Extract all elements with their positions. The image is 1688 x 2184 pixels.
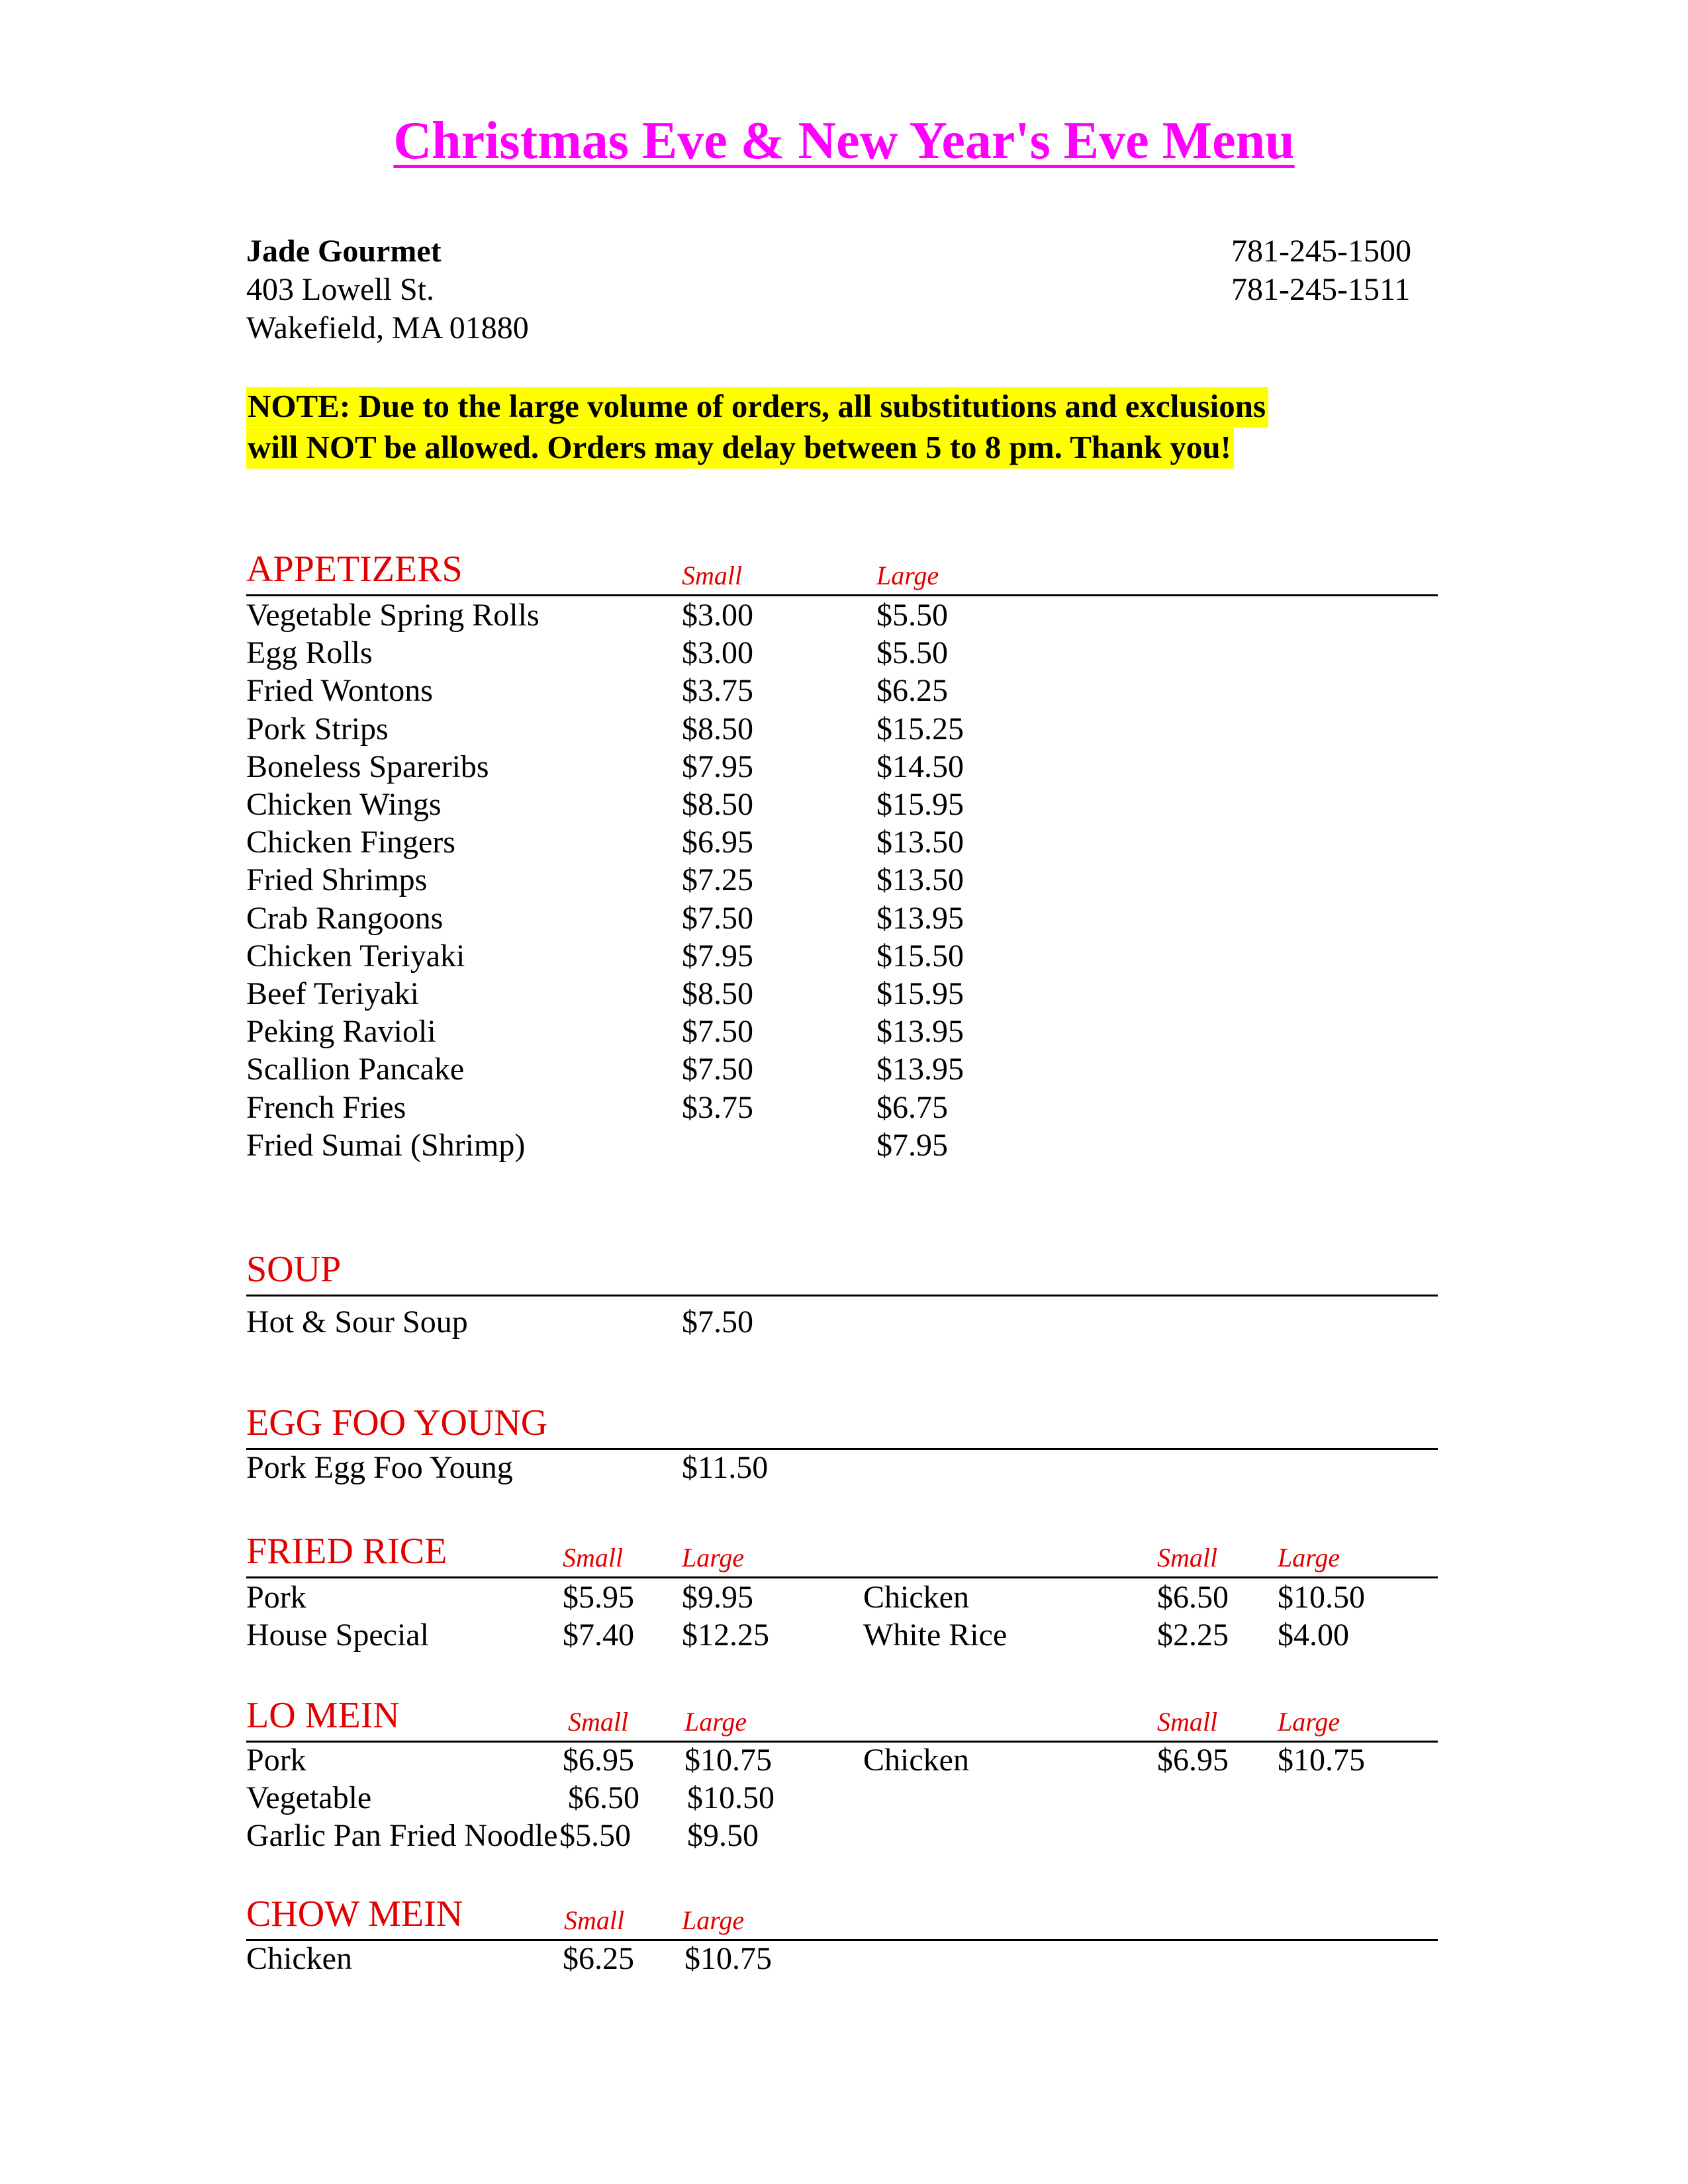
restaurant-address-line2: Wakefield, MA 01880 [246, 310, 529, 345]
menu-item-name: Egg Rolls [246, 635, 373, 670]
menu-item-large-price: $13.95 [876, 1014, 964, 1049]
menu-item-small-price: $6.95 [563, 1743, 634, 1778]
menu-item-name: Chicken Fingers [246, 825, 455, 860]
chow-mein-heading: CHOW MEIN [246, 1893, 463, 1934]
soup-divider [246, 1295, 1438, 1297]
menu-item-name: Garlic Pan Fried Noodle [246, 1818, 558, 1853]
menu-item-small-price: $5.50 [559, 1818, 631, 1853]
menu-item-name: Scallion Pancake [246, 1052, 465, 1087]
menu-item-large-price: $9.50 [687, 1818, 759, 1853]
menu-item-small-price: $5.95 [563, 1580, 634, 1615]
menu-item-small-price: $7.50 [682, 1052, 753, 1087]
menu-item-name: French Fries [246, 1090, 406, 1125]
menu-item-small-price: $8.50 [682, 787, 753, 822]
menu-item-small-price: $8.50 [682, 711, 753, 747]
lo-mein-heading: LO MEIN [246, 1695, 400, 1736]
menu-item-small-price: $7.50 [682, 901, 753, 936]
menu-item-price: $7.50 [682, 1304, 753, 1340]
note-line-1: NOTE: Due to the large volume of orders, all substitutions and exclusions [246, 387, 1268, 428]
menu-item-name: Chicken [863, 1743, 969, 1778]
menu-item-large-price: $6.25 [876, 673, 948, 708]
menu-item-name: Vegetable [246, 1780, 372, 1815]
soup-heading: SOUP [246, 1249, 342, 1290]
menu-item-name: Pork Egg Foo Young [246, 1450, 513, 1485]
chow-mein-large-label: Large [682, 1905, 745, 1935]
menu-item-small-price: $6.95 [682, 825, 753, 860]
menu-item-name: Pork Strips [246, 711, 389, 747]
menu-item-name: Vegetable Spring Rolls [246, 598, 539, 633]
menu-item-small-price: $6.50 [568, 1780, 639, 1815]
menu-item-small-price: $2.25 [1157, 1617, 1229, 1653]
menu-item-name: Pork [246, 1743, 306, 1778]
menu-item-large-price: $15.25 [876, 711, 964, 747]
menu-item-name: Boneless Spareribs [246, 749, 489, 784]
menu-item-small-price: $8.50 [682, 976, 753, 1011]
menu-item-large-price: $10.50 [687, 1780, 774, 1815]
menu-item-name: Chicken [246, 1941, 352, 1976]
menu-item-name: Beef Teriyaki [246, 976, 419, 1011]
restaurant-name: Jade Gourmet [246, 234, 442, 269]
menu-item-large-price: $6.75 [876, 1090, 948, 1125]
appetizers-small-label: Small [682, 561, 743, 590]
menu-item-small-price: $3.00 [682, 598, 753, 633]
fried-rice-divider [246, 1576, 1438, 1578]
restaurant-phone-1: 781-245-1500 [1231, 234, 1411, 269]
menu-item-large-price: $15.95 [876, 787, 964, 822]
fried-rice-large-label: Large [682, 1543, 745, 1572]
menu-item-small-price: $7.95 [682, 938, 753, 974]
fried-rice-heading: FRIED RICE [246, 1531, 447, 1572]
menu-item-large-price: $7.95 [876, 1128, 948, 1163]
menu-item-small-price: $7.40 [563, 1617, 634, 1653]
menu-item-large-price: $10.75 [684, 1743, 772, 1778]
chow-mein-small-label: Small [564, 1905, 625, 1935]
fried-rice-small-label: Small [563, 1543, 624, 1572]
menu-item-small-price: $3.00 [682, 635, 753, 670]
lo-mein-large-label-right: Large [1278, 1707, 1340, 1737]
menu-item-large-price: $15.95 [876, 976, 964, 1011]
lo-mein-divider [246, 1741, 1438, 1743]
menu-item-large-price: $4.00 [1278, 1617, 1349, 1653]
menu-item-price: $11.50 [682, 1450, 769, 1485]
menu-item-name: Fried Wontons [246, 673, 433, 708]
fried-rice-small-label-right: Small [1157, 1543, 1218, 1572]
menu-item-large-price: $5.50 [876, 598, 948, 633]
page-title: Christmas Eve & New Year's Eve Menu [393, 112, 1295, 170]
menu-item-name: Crab Rangoons [246, 901, 444, 936]
menu-item-name: House Special [246, 1617, 429, 1653]
lo-mein-small-label-right: Small [1157, 1707, 1218, 1737]
menu-item-large-price: $13.95 [876, 1052, 964, 1087]
restaurant-phone-2: 781-245-1511 [1231, 272, 1411, 307]
menu-item-name: Fried Sumai (Shrimp) [246, 1128, 526, 1163]
menu-item-large-price: $9.95 [682, 1580, 753, 1615]
menu-item-small-price: $6.25 [563, 1941, 634, 1976]
menu-item-large-price: $13.50 [876, 862, 964, 897]
lo-mein-large-label: Large [684, 1707, 747, 1737]
menu-item-large-price: $5.50 [876, 635, 948, 670]
menu-item-large-price: $10.75 [684, 1941, 772, 1976]
appetizers-large-label: Large [876, 561, 939, 590]
menu-item-name: Hot & Sour Soup [246, 1304, 468, 1340]
menu-item-name: Chicken [863, 1580, 969, 1615]
menu-item-small-price: $3.75 [682, 673, 753, 708]
menu-item-small-price: $6.95 [1157, 1743, 1229, 1778]
menu-item-large-price: $13.50 [876, 825, 964, 860]
menu-item-small-price: $7.50 [682, 1014, 753, 1049]
menu-item-small-price: $7.95 [682, 749, 753, 784]
note-line-2: will NOT be allowed. Orders may delay between 5 to 8 pm. Thank you! [246, 428, 1234, 469]
menu-item-large-price: $15.50 [876, 938, 964, 974]
egg-foo-young-heading: EGG FOO YOUNG [246, 1402, 548, 1443]
menu-item-name: Pork [246, 1580, 306, 1615]
menu-item-large-price: $12.25 [682, 1617, 769, 1653]
menu-item-small-price: $7.25 [682, 862, 753, 897]
menu-item-large-price: $10.75 [1278, 1743, 1365, 1778]
menu-item-name: Peking Ravioli [246, 1014, 436, 1049]
restaurant-address-line1: 403 Lowell St. [246, 272, 434, 307]
chow-mein-divider [246, 1939, 1438, 1941]
menu-item-name: Chicken Teriyaki [246, 938, 465, 974]
menu-item-name: White Rice [863, 1617, 1008, 1653]
appetizers-divider [246, 594, 1438, 596]
fried-rice-large-label-right: Large [1278, 1543, 1340, 1572]
menu-item-large-price: $13.95 [876, 901, 964, 936]
lo-mein-small-label: Small [568, 1707, 629, 1737]
menu-item-small-price: $6.50 [1157, 1580, 1229, 1615]
menu-item-name: Chicken Wings [246, 787, 442, 822]
menu-item-large-price: $14.50 [876, 749, 964, 784]
menu-item-large-price: $10.50 [1278, 1580, 1365, 1615]
menu-item-small-price: $3.75 [682, 1090, 753, 1125]
menu-item-name: Fried Shrimps [246, 862, 428, 897]
appetizers-heading: APPETIZERS [246, 549, 463, 590]
